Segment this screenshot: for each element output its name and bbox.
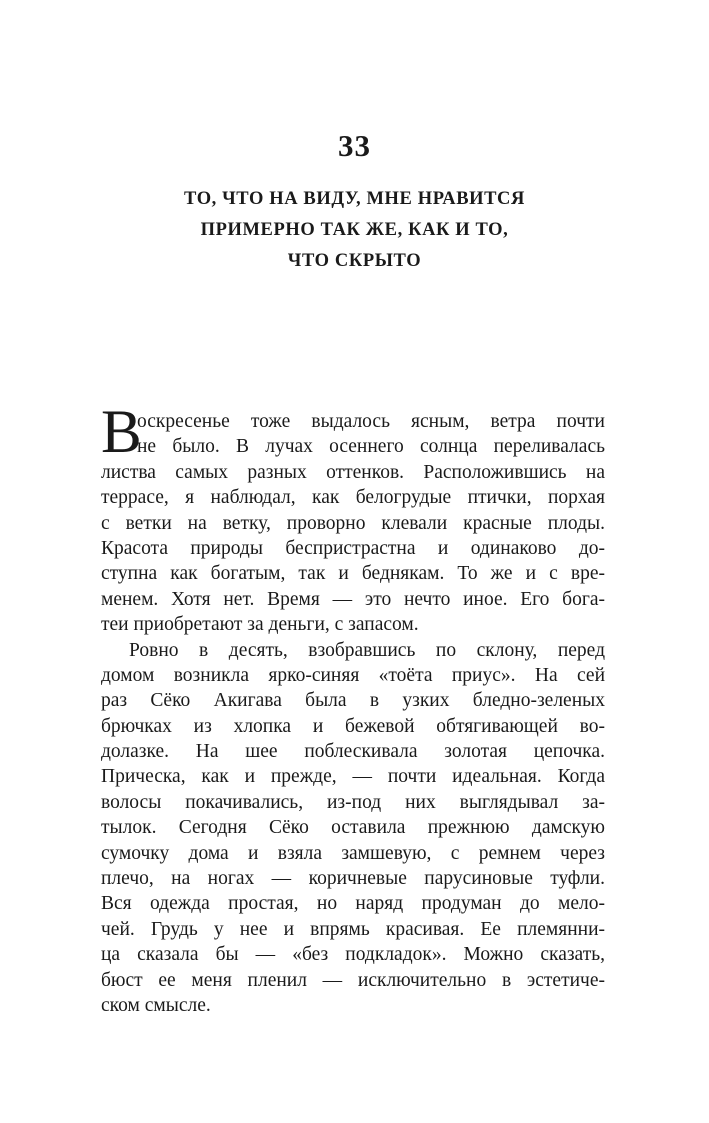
- text-line: бюст ее меня пленил — исключительно в эстетиче-: [101, 969, 605, 991]
- text-line: ском смысле.: [101, 994, 211, 1016]
- text-line: Вся одежда простая, но наряд продуман до мело-: [101, 893, 605, 915]
- text-line: с ветки на ветку, проворно клевали красные плоды.: [101, 512, 605, 534]
- text-line: тылок. Сегодня Сёко оставила прежнюю дамскую: [101, 817, 605, 839]
- text-line: террасе, я наблюдал, как белогрудые птички, порхая: [101, 487, 605, 509]
- text-line: плечо, на ногах — коричневые парусиновые туфли.: [101, 868, 605, 890]
- chapter-number: 33: [338, 128, 371, 163]
- text-line: чей. Грудь у нее и впрямь красивая. Ее племянни-: [101, 918, 605, 940]
- chapter-title-line-1: ТО, ЧТО НА ВИДУ, МНЕ НРАВИТСЯ: [184, 189, 525, 209]
- text-line: ступна как богатым, так и беднякам. То же и с вре-: [101, 563, 605, 585]
- text-line: долазке. На шее поблескивала золотая цепочка.: [101, 741, 605, 763]
- body-text: [101, 409, 605, 1018]
- text-line: не было. В лучах осеннего солнца переливалась: [137, 436, 605, 458]
- text-line: Прическа, как и прежде, — почти идеальная. Когда: [101, 766, 605, 788]
- text-line: брючках из хлопка и бежевой обтягивающей во-: [101, 715, 605, 737]
- chapter-title: [100, 184, 609, 277]
- text-line: сумочку дома и взяла замшевую, с ремнем через: [101, 842, 605, 864]
- drop-cap-letter: В: [101, 399, 142, 466]
- chapter-title-line-2: ПРИМЕРНО ТАК ЖЕ, КАК И ТО,: [200, 220, 509, 240]
- text-line: менем. Хотя нет. Время — это нечто иное. Его бога-: [101, 588, 605, 610]
- text-line: волосы покачивались, из-под них выглядывал за-: [101, 791, 605, 813]
- text-line: ца сказала бы — «без подкладок». Можно сказать,: [101, 944, 605, 966]
- text-line: Ровно в десять, взобравшись по склону, перед: [129, 639, 605, 661]
- text-line: Красота природы беспристрастна и одинаково до-: [101, 537, 605, 559]
- text-line: листва самых разных оттенков. Расположившись на: [101, 461, 605, 483]
- chapter-title-line-3: ЧТО СКРЫТО: [287, 251, 422, 271]
- text-line: раз Сёко Акигава была в узких бледно-зеленых: [101, 690, 605, 712]
- text-line: оскресенье тоже выдалось ясным, ветра почти: [137, 411, 605, 432]
- text-line: теи приобретают за деньги, с запасом.: [101, 614, 419, 636]
- text-line: домом возникла ярко-синяя «тоёта приус». На сей: [101, 664, 605, 686]
